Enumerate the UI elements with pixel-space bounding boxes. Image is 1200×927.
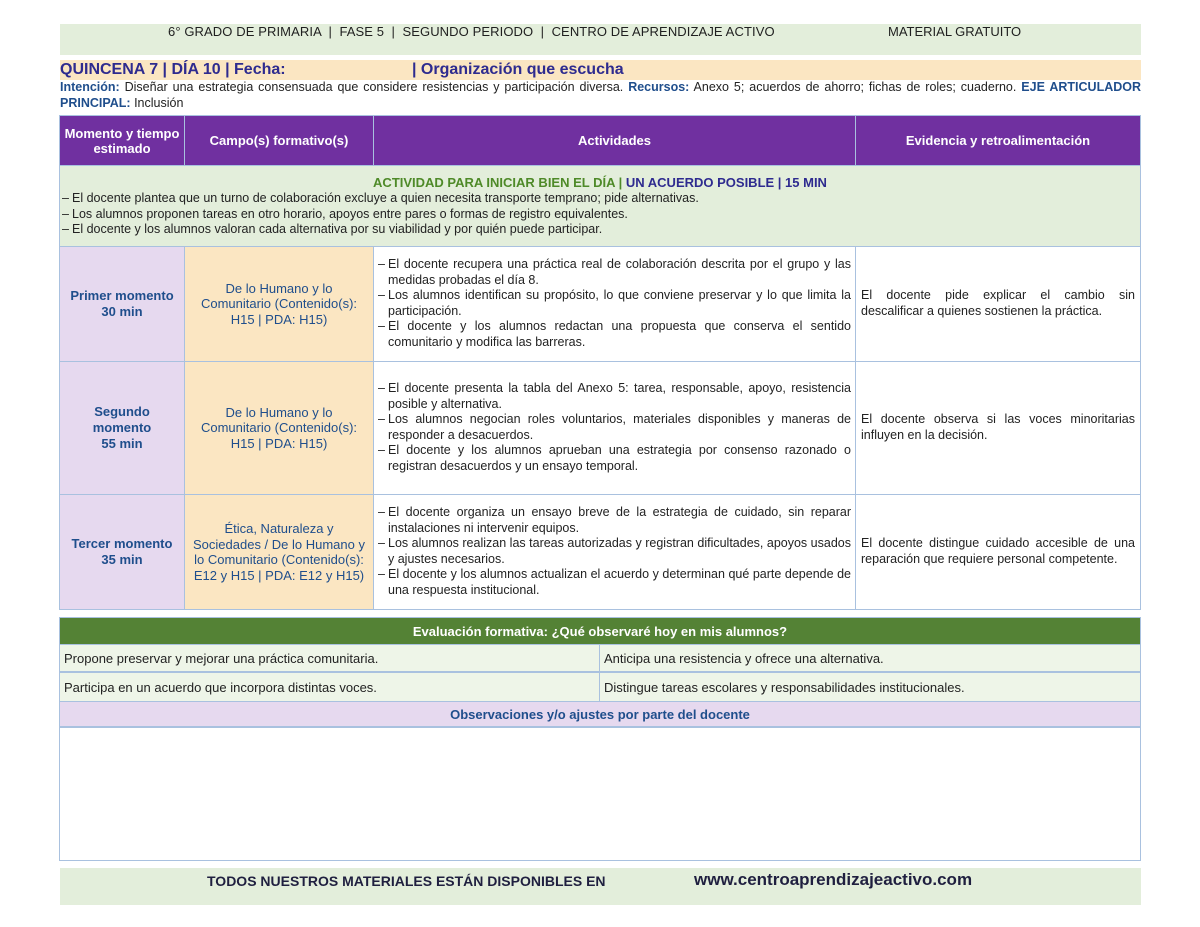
moment-2: Segundo momento 55 min	[59, 361, 185, 495]
evaluation-item: Distingue tareas escolares y responsabilidades institucionales.	[599, 672, 1141, 702]
moment-3: Tercer momento 35 min	[59, 494, 185, 610]
evidence-1	[855, 246, 1141, 362]
activity-item: – El docente y los alumnos aprueban una estrategia por consenso razonado o registran desacuerdos y un ensayo temporal.	[378, 443, 851, 474]
intent-text: Diseñar una estrategia consensuada que considere resistencias y participación diversa.	[119, 80, 629, 94]
start-title-b: UN ACUERDO POSIBLE | 15 MIN	[625, 175, 827, 190]
activities-1	[373, 246, 856, 362]
activities-table	[59, 115, 1141, 610]
header-moment: Momento y tiempo estimado	[59, 115, 185, 166]
start-activity-title	[60, 166, 1140, 191]
evidence-text: El docente pide explicar el cambio sin descalificar a quienes sostienen la práctica.	[861, 288, 1135, 318]
evidence-text: El docente distingue cuidado accesible de una reparación que requiere personal competente.	[861, 536, 1135, 566]
evidence-3	[855, 494, 1141, 610]
start-item: – Los alumnos proponen tareas en otro horario, apoyos entre pares o formas de registro equivalentes.	[62, 207, 1140, 223]
observations-title: Observaciones y/o ajustes por parte del docente	[59, 701, 1141, 727]
grade-info: 6° GRADO DE PRIMARIA | FASE 5 | SEGUNDO PERIODO | CENTRO DE APRENDIZAJE ACTIVO	[168, 24, 775, 39]
resources-label: Recursos:	[628, 80, 690, 94]
start-activity	[59, 165, 1141, 247]
observations-area[interactable]	[59, 727, 1141, 861]
session-topic: | Organización que escucha	[412, 61, 624, 78]
evaluation-item: Propone preservar y mejorar una práctica comunitaria.	[59, 644, 600, 672]
moment-1: Primer momento 30 min	[59, 246, 185, 362]
evaluation-item: Anticipa una resistencia y ofrece una alternativa.	[599, 644, 1141, 672]
resources-text: Anexo 5; acuerdos de ahorro; fichas de roles; cuaderno.	[689, 80, 1022, 94]
activities-3	[373, 494, 856, 610]
campo-2: De lo Humano y lo Comunitario (Contenido(s): H15 | PDA: H15)	[184, 361, 374, 495]
formative-evaluation	[59, 617, 1141, 861]
evidence-2	[855, 361, 1141, 495]
activity-item: – Los alumnos realizan las tareas autorizadas y registran dificultades, apoyos usados y ajustes necesarios.	[378, 536, 851, 567]
header-evidence: Evidencia y retroalimentación	[855, 115, 1141, 166]
free-material-label: MATERIAL GRATUITO	[888, 24, 1022, 39]
footer-url[interactable]: www.centroaprendizajeactivo.com	[694, 870, 973, 889]
activity-item: – El docente organiza un ensayo breve de la estrategia de cuidado, sin reparar instalaciones ni intervenir equipos.	[378, 505, 851, 536]
header-band	[60, 24, 1141, 55]
axis-text: Inclusión	[130, 95, 184, 110]
header-campo: Campo(s) formativo(s)	[184, 115, 374, 166]
evidence-text: El docente observa si las voces minoritarias influyen en la decisión.	[861, 412, 1135, 442]
session-title: QUINCENA 7 | DÍA 10 | Fecha:	[60, 61, 286, 78]
evaluation-item: Participa en un acuerdo que incorpora distintas voces.	[59, 672, 600, 702]
activity-item: – Los alumnos negocian roles voluntarios, materiales disponibles y maneras de responder a desacuerdos.	[378, 412, 851, 443]
start-title-a: ACTIVIDAD PARA INICIAR BIEN EL DÍA |	[373, 175, 626, 190]
header-activities: Actividades	[373, 115, 856, 166]
activity-item: – El docente y los alumnos redactan una propuesta que conserva el sentido comunitario y modifica las barreras.	[378, 319, 851, 350]
campo-3: Ética, Naturaleza y Sociedades / De lo Humano y lo Comunitario (Contenido(s): E12 y H15 | PDA: E12 y H15)	[184, 494, 374, 610]
activity-item: – El docente presenta la tabla del Anexo 5: tarea, responsable, apoyo, resistencia posible y alternativa.	[378, 381, 851, 412]
activity-item: – Los alumnos identifican su propósito, lo que conviene preservar y lo que limita la participación.	[378, 288, 851, 319]
title-band	[60, 60, 1141, 80]
footer-band	[60, 868, 1141, 905]
evaluation-title: Evaluación formativa: ¿Qué observaré hoy en mis alumnos?	[59, 617, 1141, 645]
activities-2	[373, 361, 856, 495]
axis-label: EJE ARTICULADOR PRINCIPAL:	[60, 80, 1142, 110]
activity-item: – El docente recupera una práctica real de colaboración descrita por el grupo y las medidas probadas el día 8.	[378, 257, 851, 288]
campo-1: De lo Humano y lo Comunitario (Contenido(s): H15 | PDA: H15)	[184, 246, 374, 362]
intent-paragraph	[60, 80, 1141, 111]
start-item: – El docente y los alumnos valoran cada alternativa por su viabilidad y por quién puede participar.	[62, 222, 1140, 238]
footer-text: TODOS NUESTROS MATERIALES ESTÁN DISPONIBLES EN	[207, 873, 606, 889]
intent-label: Intención:	[60, 80, 120, 94]
start-item: – El docente plantea que un turno de colaboración excluye a quien necesita transporte temprano; pide alternativas.	[62, 191, 1140, 207]
activity-item: – El docente y los alumnos actualizan el acuerdo y determinan qué parte depende de una respuesta institucional.	[378, 567, 851, 598]
